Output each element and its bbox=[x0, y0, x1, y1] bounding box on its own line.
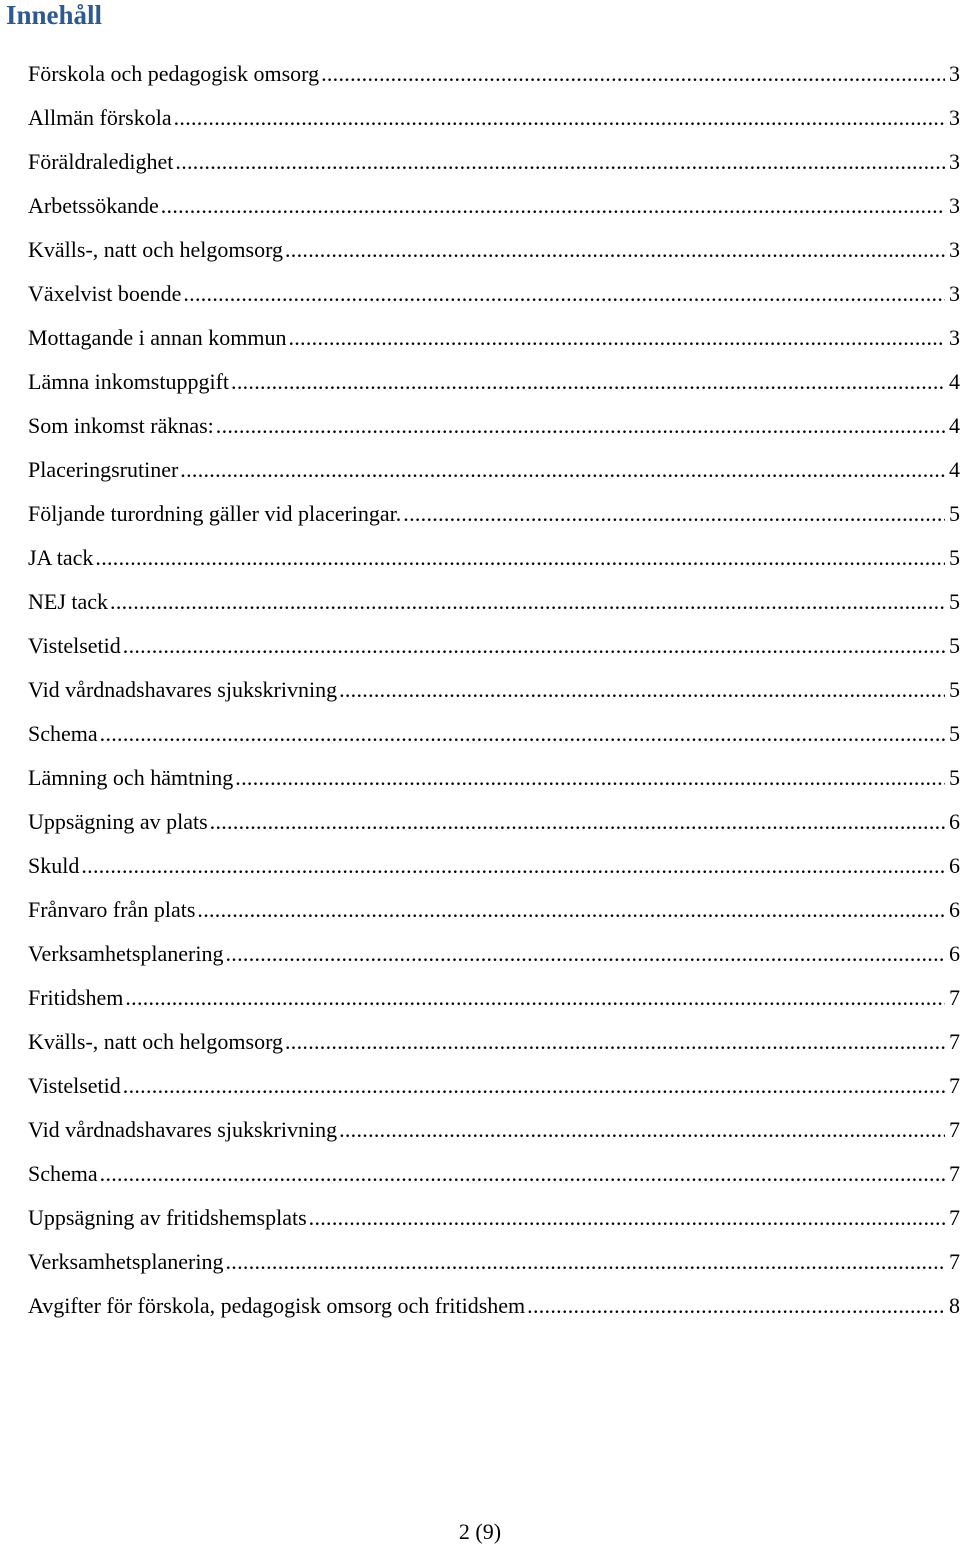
toc-entry-title: Avgifter för förskola, pedagogisk omsorg och fritidshem bbox=[28, 1293, 526, 1318]
toc-entry-page: 6 bbox=[949, 809, 960, 834]
toc-entry[interactable] bbox=[28, 1284, 960, 1328]
toc-entry-title: Vistelsetid bbox=[28, 1073, 121, 1098]
toc-entry[interactable] bbox=[28, 1108, 960, 1152]
toc-entry-page: 5 bbox=[949, 633, 960, 658]
toc-leader bbox=[123, 624, 945, 668]
toc-entry-page: 7 bbox=[949, 1073, 960, 1098]
toc-entry[interactable] bbox=[28, 492, 960, 536]
toc-entry-title: Fritidshem bbox=[28, 985, 124, 1010]
toc-entry[interactable] bbox=[28, 844, 960, 888]
toc-entry-title: Mottagande i annan kommun bbox=[28, 325, 287, 350]
toc-entry[interactable] bbox=[28, 448, 960, 492]
toc-leader bbox=[339, 1108, 945, 1152]
toc-entry-title: NEJ tack bbox=[28, 589, 109, 614]
toc-leader bbox=[216, 404, 945, 448]
toc-entry-title: Schema bbox=[28, 1161, 98, 1186]
toc-entry-title: Vistelsetid bbox=[28, 633, 121, 658]
toc-entry-page: 7 bbox=[949, 1249, 960, 1274]
toc-entry-page: 3 bbox=[949, 281, 960, 306]
toc-leader bbox=[231, 360, 945, 404]
toc-entry[interactable] bbox=[28, 1196, 960, 1240]
toc-entry-page: 7 bbox=[949, 1205, 960, 1230]
toc-entry[interactable] bbox=[28, 184, 960, 228]
toc-entry[interactable] bbox=[28, 96, 960, 140]
toc-entry-title: Växelvist boende bbox=[28, 281, 182, 306]
toc-leader bbox=[527, 1284, 945, 1328]
toc-entry-page: 5 bbox=[949, 721, 960, 746]
toc-entry-title: Lämning och hämtning bbox=[28, 765, 234, 790]
toc-entry-page: 3 bbox=[949, 193, 960, 218]
toc-entry-page: 5 bbox=[949, 765, 960, 790]
toc-entry-page: 5 bbox=[949, 677, 960, 702]
toc-entry-page: 6 bbox=[949, 941, 960, 966]
toc-leader bbox=[403, 492, 945, 536]
toc-entry-page: 3 bbox=[949, 149, 960, 174]
table-of-contents bbox=[28, 52, 960, 1328]
toc-entry-title: Följande turordning gäller vid placeringar. bbox=[28, 501, 402, 526]
toc-entry-page: 5 bbox=[949, 589, 960, 614]
toc-leader bbox=[100, 1152, 945, 1196]
toc-leader bbox=[235, 756, 945, 800]
toc-entry[interactable] bbox=[28, 624, 960, 668]
toc-leader bbox=[123, 1064, 945, 1108]
toc-entry-page: 4 bbox=[949, 413, 960, 438]
toc-entry[interactable] bbox=[28, 316, 960, 360]
toc-entry[interactable] bbox=[28, 756, 960, 800]
toc-entry[interactable] bbox=[28, 580, 960, 624]
toc-leader bbox=[321, 52, 945, 96]
toc-entry[interactable] bbox=[28, 888, 960, 932]
toc-entry-title: Föräldraledighet bbox=[28, 149, 174, 174]
toc-leader bbox=[226, 1240, 946, 1284]
toc-entry-page: 7 bbox=[949, 1161, 960, 1186]
toc-entry-title: Frånvaro från plats bbox=[28, 897, 196, 922]
toc-entry-title: Förskola och pedagogisk omsorg bbox=[28, 61, 320, 86]
toc-entry[interactable] bbox=[28, 668, 960, 712]
toc-entry-title: Uppsägning av plats bbox=[28, 809, 208, 834]
toc-entry-page: 4 bbox=[949, 369, 960, 394]
toc-entry-page: 3 bbox=[949, 237, 960, 262]
toc-entry[interactable] bbox=[28, 976, 960, 1020]
toc-entry[interactable] bbox=[28, 272, 960, 316]
toc-leader bbox=[175, 140, 945, 184]
toc-leader bbox=[197, 888, 945, 932]
toc-entry-page: 7 bbox=[949, 985, 960, 1010]
toc-entry[interactable] bbox=[28, 1020, 960, 1064]
toc-entry[interactable] bbox=[28, 1152, 960, 1196]
toc-entry-title: Placeringsrutiner bbox=[28, 457, 179, 482]
toc-entry[interactable] bbox=[28, 1064, 960, 1108]
toc-entry-page: 3 bbox=[949, 325, 960, 350]
toc-entry-page: 7 bbox=[949, 1117, 960, 1142]
toc-entry-page: 5 bbox=[949, 545, 960, 570]
toc-entry[interactable] bbox=[28, 140, 960, 184]
toc-entry-page: 6 bbox=[949, 897, 960, 922]
toc-entry-title: Kvälls-, natt och helgomsorg bbox=[28, 237, 283, 262]
toc-leader bbox=[161, 184, 945, 228]
toc-entry[interactable] bbox=[28, 360, 960, 404]
toc-entry-title: Uppsägning av fritidshemsplats bbox=[28, 1205, 307, 1230]
toc-entry[interactable] bbox=[28, 404, 960, 448]
toc-entry-title: Lämna inkomstuppgift bbox=[28, 369, 230, 394]
toc-entry-title: Allmän förskola bbox=[28, 105, 172, 130]
toc-entry[interactable] bbox=[28, 228, 960, 272]
toc-entry-page: 6 bbox=[949, 853, 960, 878]
toc-leader bbox=[174, 96, 945, 140]
toc-leader bbox=[183, 272, 945, 316]
toc-entry-title: Som inkomst räknas: bbox=[28, 413, 214, 438]
toc-leader bbox=[339, 668, 945, 712]
toc-leader bbox=[285, 1020, 945, 1064]
toc-entry-title: Kvälls-, natt och helgomsorg bbox=[28, 1029, 283, 1054]
toc-leader bbox=[285, 228, 945, 272]
toc-entry[interactable] bbox=[28, 712, 960, 756]
toc-entry-page: 3 bbox=[949, 61, 960, 86]
toc-entry-title: Schema bbox=[28, 721, 98, 746]
toc-leader bbox=[100, 712, 945, 756]
toc-entry-title: JA tack bbox=[28, 545, 94, 570]
toc-entry-title: Vid vårdnadshavares sjukskrivning bbox=[28, 677, 338, 702]
toc-leader bbox=[95, 536, 945, 580]
toc-heading: Innehåll bbox=[6, 0, 103, 30]
toc-entry[interactable] bbox=[28, 800, 960, 844]
toc-leader bbox=[288, 316, 945, 360]
toc-entry-title: Vid vårdnadshavares sjukskrivning bbox=[28, 1117, 338, 1142]
toc-entry-title: Skuld bbox=[28, 853, 80, 878]
toc-leader bbox=[210, 800, 945, 844]
toc-entry-page: 8 bbox=[949, 1293, 960, 1318]
toc-leader bbox=[309, 1196, 945, 1240]
toc-leader bbox=[110, 580, 945, 624]
toc-entry-page: 4 bbox=[949, 457, 960, 482]
toc-leader bbox=[180, 448, 945, 492]
toc-entry-title: Verksamhetsplanering bbox=[28, 1249, 224, 1274]
toc-entry[interactable] bbox=[28, 932, 960, 976]
toc-leader bbox=[81, 844, 945, 888]
toc-entry[interactable] bbox=[28, 52, 960, 96]
page-number: 2 (9) bbox=[458, 1519, 502, 1544]
toc-entry-page: 5 bbox=[949, 501, 960, 526]
toc-entry-title: Arbetssökande bbox=[28, 193, 159, 218]
toc-entry[interactable] bbox=[28, 1240, 960, 1284]
toc-entry-page: 3 bbox=[949, 105, 960, 130]
toc-entry-title: Verksamhetsplanering bbox=[28, 941, 224, 966]
toc-entry[interactable] bbox=[28, 536, 960, 580]
toc-leader bbox=[125, 976, 945, 1020]
toc-entry-page: 7 bbox=[949, 1029, 960, 1054]
toc-leader bbox=[226, 932, 946, 976]
